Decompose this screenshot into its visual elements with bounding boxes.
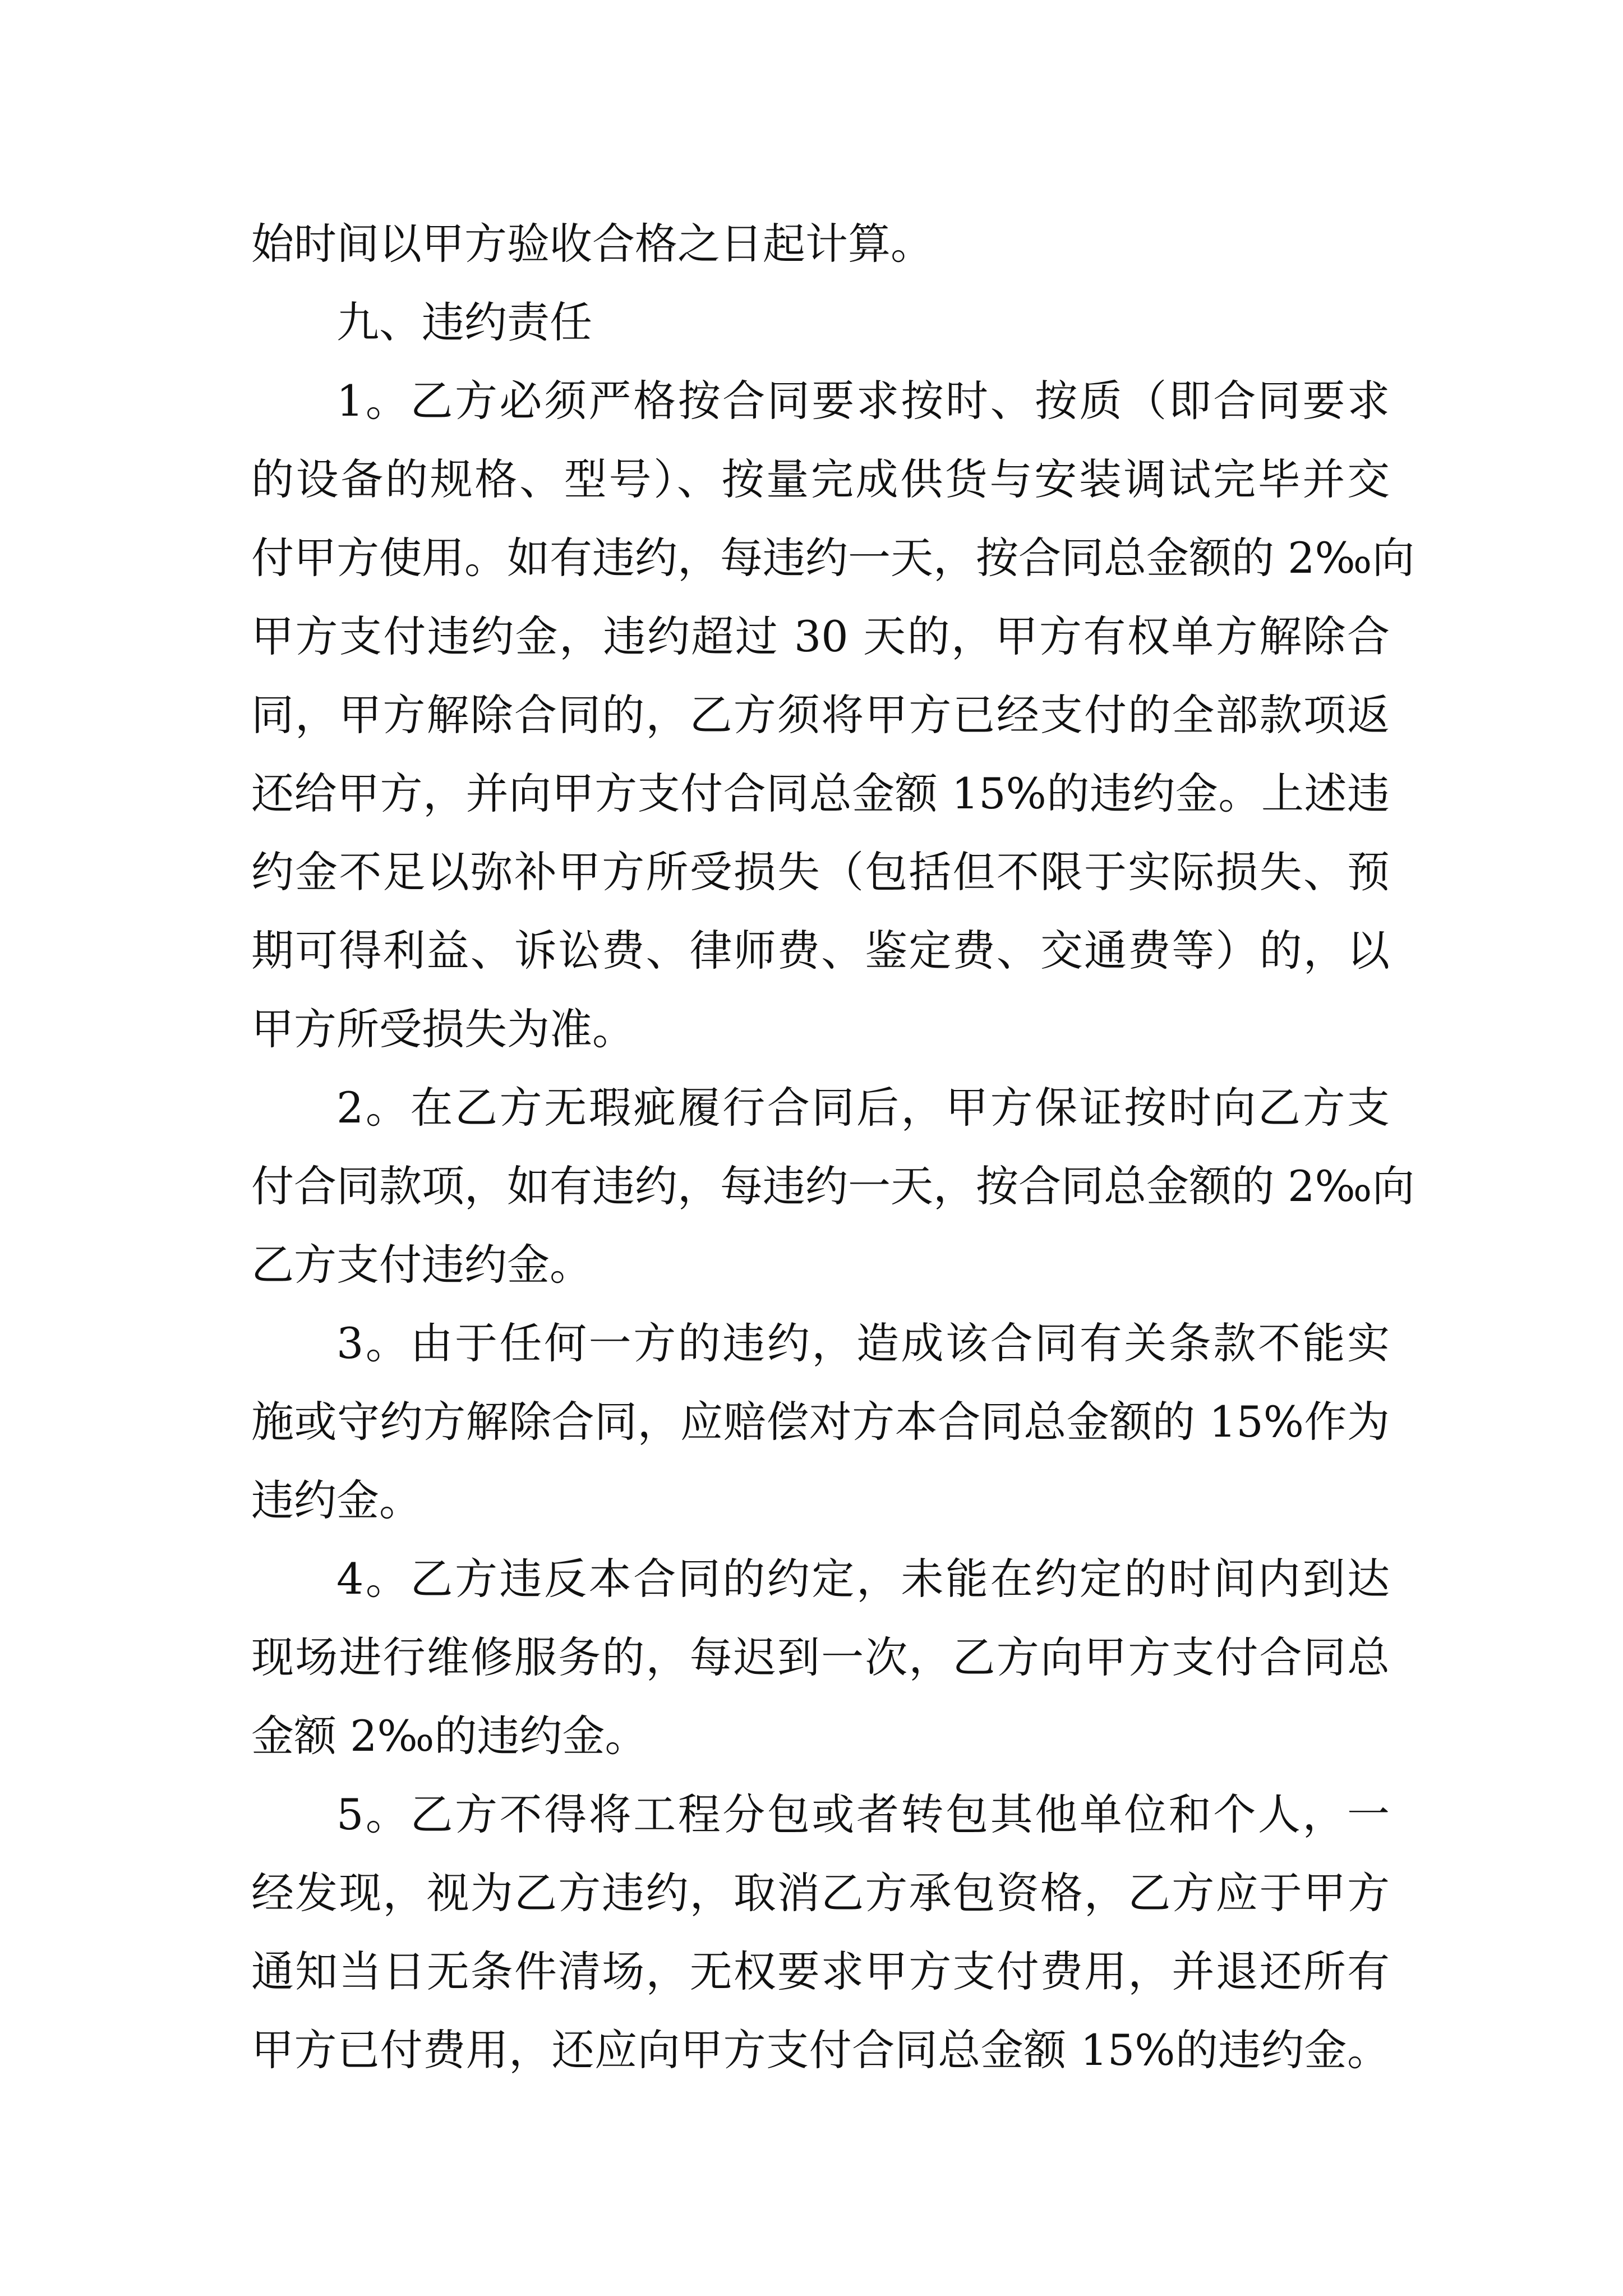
text-line: 乙方支付违约金。	[251, 1240, 592, 1290]
text-line: 2。在乙方无瑕疵履行合同后，甲方保证按时向乙方支	[336, 1083, 1390, 1133]
text-line: 5。乙方不得将工程分包或者转包其他单位和个人，一	[336, 1789, 1390, 1839]
text-line: 施或守约方解除合同，应赔偿对方本合同总金额的 15%作为	[251, 1397, 1390, 1447]
text-line: 还给甲方，并向甲方支付合同总金额 15%的违约金。上述违	[251, 769, 1390, 818]
text-line: 付甲方使用。如有违约，每违约一天，按合同总金额的 2‰向	[251, 533, 1415, 583]
text-line: 始时间以甲方验收合格之日起计算。	[251, 219, 933, 269]
text-line: 现场进行维修服务的，每迟到一次，乙方向甲方支付合同总	[251, 1632, 1390, 1682]
text-line: 同，甲方解除合同的，乙方须将甲方已经支付的全部款项返	[251, 690, 1390, 740]
text-line: 付合同款项，如有违约，每违约一天，按合同总金额的 2‰向	[251, 1161, 1415, 1211]
text-line: 违约金。	[251, 1475, 422, 1525]
text-line: 4。乙方违反本合同的约定，未能在约定的时间内到达	[336, 1554, 1390, 1604]
text-line: 1。乙方必须严格按合同要求按时、按质（即合同要求	[336, 376, 1390, 426]
text-line: 经发现，视为乙方违约，取消乙方承包资格，乙方应于甲方	[251, 1868, 1390, 1918]
text-line: 甲方已付费用，还应向甲方支付合同总金额 15%的违约金。	[251, 2025, 1390, 2075]
text-line: 通知当日无条件清场，无权要求甲方支付费用，并退还所有	[251, 1947, 1390, 1996]
text-line: 3。由于任何一方的违约，造成该合同有关条款不能实	[336, 1318, 1390, 1368]
text-line: 的设备的规格、型号）、按量完成供货与安装调试完毕并交	[251, 454, 1390, 504]
text-line: 金额 2‰的违约金。	[251, 1711, 648, 1761]
text-line: 期可得利益、诉讼费、律师费、鉴定费、交通费等）的，以	[251, 926, 1390, 976]
text-line: 甲方所受损失为准。	[251, 1004, 635, 1054]
text-line: 甲方支付违约金，违约超过 30 天的，甲方有权单方解除合	[251, 611, 1390, 661]
text-line: 约金不足以弥补甲方所受损失（包括但不限于实际损失、预	[251, 847, 1390, 897]
section-heading: 九、违约责任	[336, 297, 592, 347]
